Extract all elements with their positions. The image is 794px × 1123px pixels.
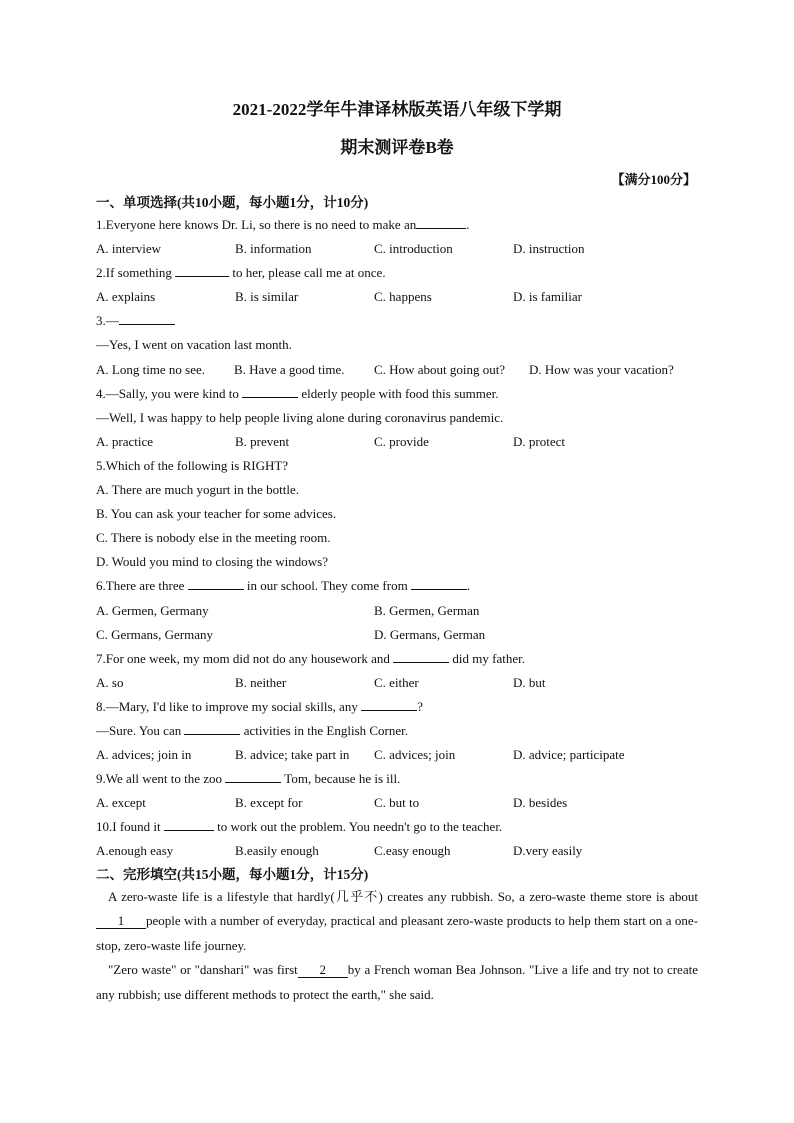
option-d: D. besides xyxy=(513,795,568,811)
question-1-options xyxy=(96,237,698,261)
option-c: C. advices; join xyxy=(374,747,456,763)
cloze-blank-1: 1 xyxy=(96,914,146,929)
question-4-reply: —Well, I was happy to help people living alone during coronavirus pandemic. xyxy=(96,409,504,425)
option-a: A. advices; join in xyxy=(96,747,192,763)
option-c: C. How about going out? xyxy=(374,361,506,377)
option-d: D. advice; participate xyxy=(513,747,625,763)
option-b: B. You can ask your teacher for some advices. xyxy=(96,506,337,522)
option-d: D. Would you mind to closing the windows? xyxy=(96,554,328,570)
question-9-options xyxy=(96,791,698,815)
question-3-options xyxy=(96,358,698,382)
option-a: A. interview xyxy=(96,241,161,257)
option-d: D. Germans, German xyxy=(374,626,486,642)
option-d: D. but xyxy=(513,674,546,690)
question-2-stem: 2.If something to her, please call me at once. xyxy=(96,261,698,285)
option-d: D. instruction xyxy=(513,241,585,257)
option-a: A. so xyxy=(96,674,124,690)
option-b: B. information xyxy=(235,241,312,257)
option-c: C. Germans, Germany xyxy=(96,626,213,642)
option-d: D. How was your vacation? xyxy=(529,361,674,377)
question-9-stem: 9.We all went to the zoo Tom, because he is ill. xyxy=(96,767,698,791)
option-c: C. but to xyxy=(374,795,420,811)
answer-blank xyxy=(119,310,175,325)
question-8-reply: —Sure. You can activities in the English Corner. xyxy=(96,719,698,743)
option-a: A. Germen, Germany xyxy=(96,602,209,618)
cloze-paragraph-1: A zero-waste life is a lifestyle that hardly(几乎不) creates any rubbish. So, a zero-waste theme store is about1 people with a number of everyday, practical and pleasant zero-waste products to help them start on a one-stop, zero-waste life journey. xyxy=(96,888,698,953)
answer-blank xyxy=(242,383,298,398)
question-6-options-row-2 xyxy=(96,623,698,647)
exam-title: 2021-2022学年牛津译林版英语八年级下学期 xyxy=(232,100,562,119)
option-d: D. protect xyxy=(513,433,565,449)
answer-blank xyxy=(164,816,214,831)
question-3-reply: —Yes, I went on vacation last month. xyxy=(96,337,292,353)
option-d: D. is familiar xyxy=(513,289,582,305)
option-a: A.enough easy xyxy=(96,843,174,859)
option-b: B. advice; take part in xyxy=(235,747,350,763)
option-c: C.easy enough xyxy=(374,843,451,859)
option-d: D.very easily xyxy=(513,843,583,859)
option-c: C. introduction xyxy=(374,241,453,257)
answer-blank xyxy=(188,575,244,590)
full-score-label: 【满分100分】 xyxy=(611,172,696,187)
question-10-options xyxy=(96,839,698,863)
exam-subtitle: 期末测评卷B卷 xyxy=(340,138,454,157)
option-a: A. practice xyxy=(96,433,154,449)
question-8-stem: 8.—Mary, I'd like to improve my social skills, any ? xyxy=(96,695,698,719)
option-a: A. Long time no see. xyxy=(96,361,206,377)
answer-blank xyxy=(225,768,281,783)
question-4-stem: 4.—Sally, you were kind to elderly people with food this summer. xyxy=(96,382,698,406)
option-c: C. There is nobody else in the meeting room. xyxy=(96,530,331,546)
answer-blank xyxy=(393,648,449,663)
question-3-stem: 3.— xyxy=(96,309,698,333)
option-c: C. either xyxy=(374,674,419,690)
answer-blank xyxy=(411,575,467,590)
answer-blank xyxy=(184,720,240,735)
question-5-stem: 5.Which of the following is RIGHT? xyxy=(96,457,289,473)
section-1-title: 一、单项选择(共10小题，每小题1分，计10分) xyxy=(96,195,369,210)
option-b: B. prevent xyxy=(235,433,290,449)
option-b: B. is similar xyxy=(235,289,299,305)
section-2-title: 二、完形填空(共15小题，每小题1分，计15分) xyxy=(96,866,369,882)
option-a: A. except xyxy=(96,795,146,811)
question-1-stem: 1.Everyone here knows Dr. Li, so there is no need to make an . xyxy=(96,213,698,237)
question-7-options xyxy=(96,671,698,695)
option-b: B. Germen, German xyxy=(374,602,480,618)
option-b: B. Have a good time. xyxy=(234,361,345,377)
cloze-paragraph-2: "Zero waste" or "danshari" was first 2 by a French woman Bea Johnson. "Live a life and try not to create any rubbish; use different methods to protect the earth," she said. xyxy=(96,962,698,1002)
option-b: B.easily enough xyxy=(235,843,319,859)
question-8-options xyxy=(96,743,698,767)
option-c: C. happens xyxy=(374,289,432,305)
option-c: C. provide xyxy=(374,433,429,449)
option-a: A. There are much yogurt in the bottle. xyxy=(96,482,300,498)
question-7-stem: 7.For one week, my mom did not do any housework and did my father. xyxy=(96,647,698,671)
option-a: A. explains xyxy=(96,289,156,305)
cloze-blank-2: 2 xyxy=(298,963,348,978)
answer-blank xyxy=(175,262,229,277)
option-b: B. neither xyxy=(235,674,287,690)
question-6-stem: 6.There are three in our school. They come from . xyxy=(96,574,698,598)
question-4-options xyxy=(96,430,698,454)
answer-blank xyxy=(416,214,466,229)
answer-blank xyxy=(361,696,417,711)
option-b: B. except for xyxy=(235,795,303,811)
question-2-options xyxy=(96,285,698,309)
question-6-options-row-1 xyxy=(96,599,698,623)
question-10-stem: 10.I found it to work out the problem. You needn't go to the teacher. xyxy=(96,815,698,839)
